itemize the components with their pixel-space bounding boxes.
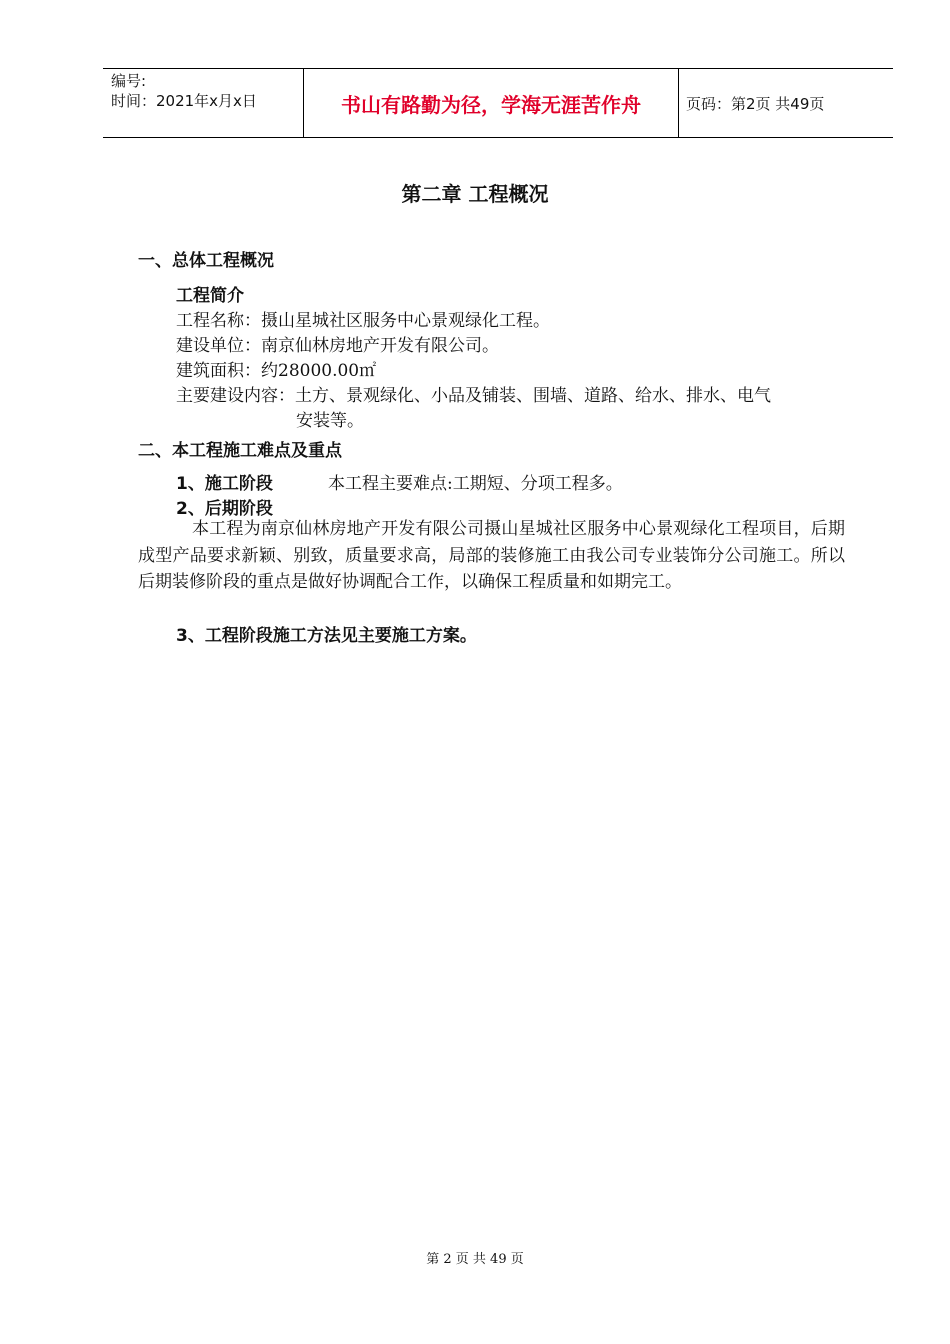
time-label: 时间：2021年x月x日 (111, 92, 257, 110)
content-line-2: 安装等。 (296, 411, 364, 431)
content-line-1: 主要建设内容：土方、景观绿化、小品及铺装、围墙、道路、给水、排水、电气 (176, 386, 771, 406)
section1-subheading: 工程简介 (176, 286, 244, 306)
section1-heading: 一、总体工程概况 (138, 251, 274, 271)
header-motto-cell (303, 69, 679, 137)
item2-paragraph: 本工程为南京仙林房地产开发有限公司摄山星城社区服务中心景观绿化工程项目，后期成型产品要求新颖、别致，质量要求高，局部的装修施工由我公司专业装饰分公司施工。所以后期装修阶段的重点是做好协调配合工作，以确保工程质量和如期完工。 (138, 519, 845, 592)
header-meta (103, 69, 311, 137)
number-label: 编号: (111, 72, 147, 90)
motto-text: 书山有路勤为径，学海无涯苦作舟 (341, 92, 641, 117)
project-name: 工程名称：摄山星城社区服务中心景观绿化工程。 (176, 311, 550, 331)
chapter-title: 第二章 工程概况 (401, 182, 549, 206)
item1-text: 本工程主要难点:工期短、分项工程多。 (328, 474, 623, 494)
area-line: 建筑面积：约28000.00㎡ (176, 361, 377, 381)
item3-title: 3、工程阶段施工方法见主要施工方案。 (176, 626, 477, 646)
section2-heading: 二、本工程施工难点及重点 (138, 441, 342, 461)
header-page-info (678, 69, 893, 137)
page-footer: 第 2 页 共 49 页 (426, 1252, 524, 1267)
item1-title: 1、施工阶段 (176, 474, 273, 494)
page-info-text: 页码：第2页 共49页 (686, 94, 825, 113)
builder-line: 建设单位：南京仙林房地产开发有限公司。 (176, 336, 499, 356)
document-header (103, 68, 893, 138)
item2-title: 2、后期阶段 (176, 499, 273, 519)
